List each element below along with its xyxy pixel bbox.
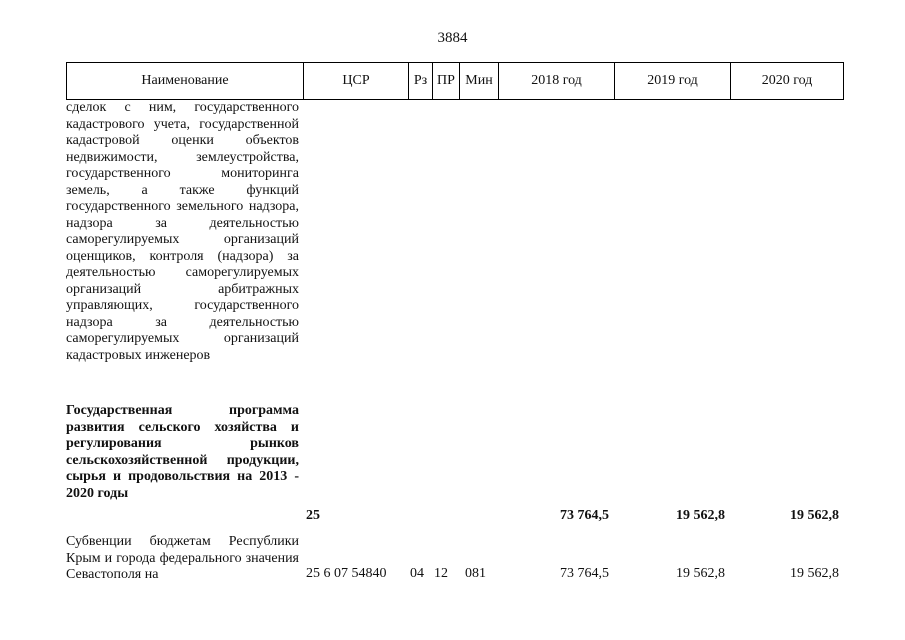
header-csr: ЦСР	[304, 63, 409, 99]
header-2020: 2020 год	[761, 73, 813, 88]
header-min: Мин	[460, 63, 499, 99]
table-row-program-2020: 19 562,8	[790, 508, 839, 523]
table-row-program-2018: 73 764,5	[560, 508, 609, 523]
table-row-subvention-min: 081	[465, 566, 486, 581]
table-row-subvention-2020: 19 562,8	[790, 566, 839, 581]
header-2018: 2018 год	[499, 63, 615, 99]
table-row-program-2019: 19 562,8	[676, 508, 725, 523]
table-row-continuation-name: сделок с ним, государственного кадастрового учета, государственной кадастровой оценки объектов недвижимости, землеустройства, государственного мониторинга земель, а также функций государственного земельного надзора, надзора за деятельностью саморегулируемых организаций оценщиков, контроля (надзора) за деятельностью саморегулируемых организаций арбитражных управляющих, государственного надзора за деятельностью саморегулируемых организаций кадастровых инженеров	[66, 100, 299, 363]
table-row-program-name: Государственная программа развития сельского хозяйства и регулирования рынков сельскохозяйственной продукции, сырья и продовольствия на 2013 - 2020 годы	[66, 403, 299, 501]
table-row-subvention-2019: 19 562,8	[676, 566, 725, 581]
header-rz: Рз	[409, 63, 433, 99]
header-pr: ПР	[433, 63, 460, 99]
table-header	[66, 62, 844, 100]
table-row-subvention-pr: 12	[434, 566, 448, 581]
table-row-subvention-rz: 04	[410, 566, 424, 581]
header-name: Наименование	[67, 63, 304, 99]
page-number: 3884	[437, 30, 468, 46]
table-row-subvention-csr: 25 6 07 54840	[306, 566, 387, 581]
table-row-subvention-2018: 73 764,5	[560, 566, 609, 581]
table-row-subvention-name: Субвенции бюджетам Республики Крым и города федерального значения Севастополя на	[66, 534, 299, 582]
header-2019: 2019 год	[615, 63, 731, 99]
table-row-program-csr: 25	[306, 508, 320, 523]
